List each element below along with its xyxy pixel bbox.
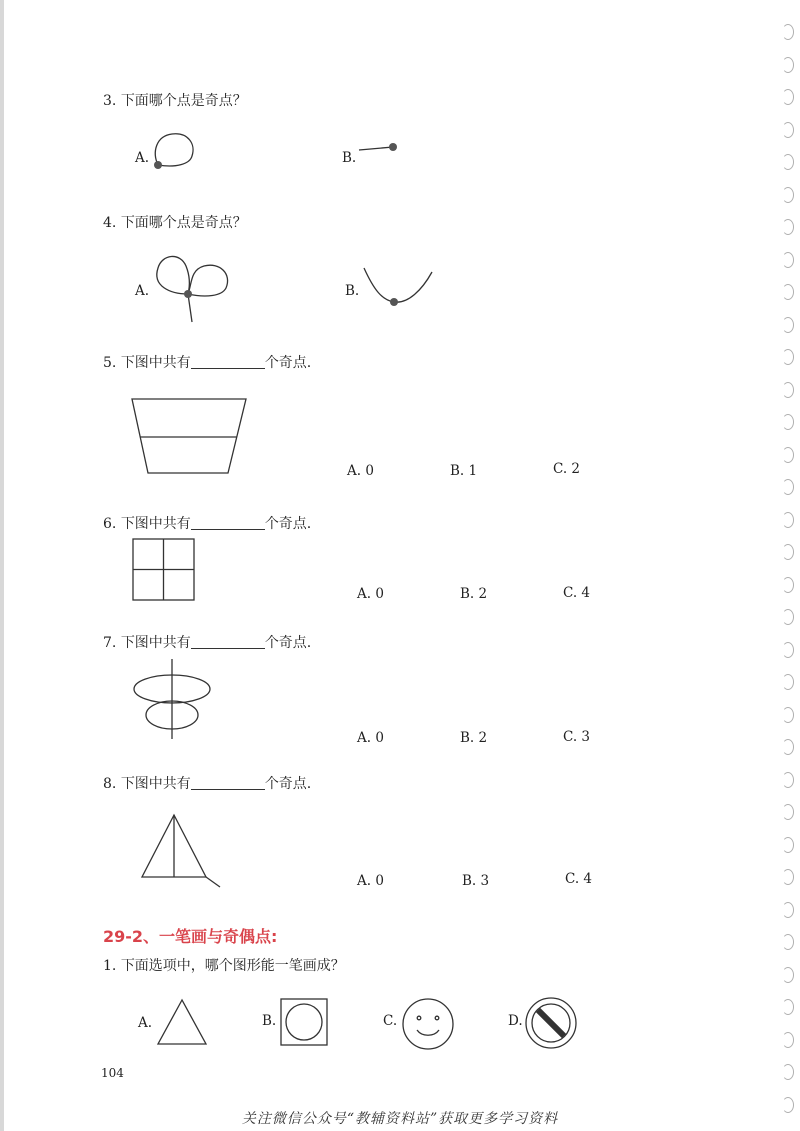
footer-note: 关注微信公众号“教辅资料站”获取更多学习资料 [241, 1111, 559, 1127]
page-number: 104 [101, 1066, 124, 1080]
answer-blank[interactable] [191, 368, 265, 369]
binding-rings [776, 0, 800, 1131]
binding-ring [782, 57, 794, 73]
option-a: A. 0 [347, 463, 374, 479]
option-d-label: D. [508, 1013, 523, 1029]
binding-ring [782, 317, 794, 333]
question-text: 下图中共有 [120, 635, 191, 651]
question-text: 下面哪个点是奇点？ [120, 93, 247, 109]
trapezoid-figure [128, 395, 253, 480]
option-c-label: C. [383, 1013, 398, 1029]
binding-ring [782, 447, 794, 463]
option-b-label: B. [345, 283, 360, 299]
option-a: A. 0 [357, 730, 384, 746]
question-text: 下图中共有 [120, 516, 191, 532]
two-ellipse-figure [130, 657, 215, 742]
prohibition-sign-figure [524, 996, 580, 1052]
marked-point [389, 143, 397, 151]
question-number: 5. [103, 355, 117, 371]
question-text-end: 个奇点. [264, 635, 312, 651]
binding-ring [782, 284, 794, 300]
question-number: 7. [103, 635, 117, 651]
question-number: 4. [103, 215, 117, 231]
binding-ring [782, 804, 794, 820]
circle-in-square-figure [279, 997, 331, 1049]
option-c: C. 3 [563, 729, 591, 745]
question-number: 8. [103, 776, 117, 792]
grid-square-figure [132, 538, 197, 603]
question-number: 3. [103, 93, 117, 109]
binding-ring [782, 934, 794, 950]
binding-ring [782, 544, 794, 560]
binding-ring [782, 1064, 794, 1080]
triangle-option-figure [156, 998, 211, 1048]
option-a-label: A. [135, 283, 150, 299]
answer-blank[interactable] [191, 789, 265, 790]
binding-ring [782, 154, 794, 170]
answer-blank[interactable] [191, 648, 265, 649]
binding-ring [782, 187, 794, 203]
option-b: B. 1 [450, 463, 478, 479]
binding-ring [782, 252, 794, 268]
marked-point [154, 161, 162, 169]
binding-ring [782, 479, 794, 495]
option-b: B. 2 [460, 586, 488, 602]
option-b-label: B. [342, 150, 357, 166]
question-5 [103, 352, 311, 372]
binding-ring [782, 349, 794, 365]
binding-ring [782, 512, 794, 528]
question-8 [103, 773, 311, 793]
question-text-end: 个奇点. [264, 776, 312, 792]
section-title: 29-2、一笔画与奇偶点: [103, 927, 278, 946]
segment-figure [355, 138, 405, 158]
option-a-label: A. [135, 150, 150, 166]
option-b: B. 3 [462, 873, 490, 889]
triangle-figure [140, 813, 225, 893]
answer-blank[interactable] [191, 529, 265, 530]
option-a: A. 0 [357, 873, 384, 889]
marked-point [390, 298, 398, 306]
option-c: C. 4 [565, 871, 593, 887]
question-text: 下面哪个点是奇点？ [120, 215, 247, 231]
double-loop-figure [150, 250, 240, 330]
option-c: C. 4 [563, 585, 591, 601]
binding-ring [782, 967, 794, 983]
loop-figure [150, 130, 200, 175]
question-6 [103, 513, 311, 533]
option-b-label: B. [262, 1013, 277, 1029]
binding-ring [782, 89, 794, 105]
smiley-face-figure [400, 996, 456, 1052]
binding-ring [782, 674, 794, 690]
question-3 [103, 90, 247, 110]
binding-ring [782, 772, 794, 788]
binding-ring [782, 642, 794, 658]
binding-ring [782, 837, 794, 853]
question-4 [103, 212, 247, 232]
question-text: 下面选项中，哪个图形能一笔画成？ [120, 958, 345, 974]
question-number: 6. [103, 516, 117, 532]
marked-point [184, 290, 192, 298]
curve-figure [360, 262, 440, 312]
option-a-label: A. [138, 1015, 153, 1031]
binding-ring [782, 1032, 794, 1048]
binding-ring [782, 219, 794, 235]
option-c: C. 2 [553, 461, 581, 477]
binding-ring [782, 999, 794, 1015]
question-number: 1. [103, 958, 117, 974]
binding-ring [782, 739, 794, 755]
question-7 [103, 632, 311, 652]
binding-ring [782, 869, 794, 885]
option-a: A. 0 [357, 586, 384, 602]
question-text: 下图中共有 [120, 776, 191, 792]
page-edge [0, 0, 4, 1131]
binding-ring [782, 609, 794, 625]
question-text-end: 个奇点. [264, 355, 312, 371]
binding-ring [782, 577, 794, 593]
binding-ring [782, 707, 794, 723]
binding-ring [782, 414, 794, 430]
option-b: B. 2 [460, 730, 488, 746]
binding-ring [782, 902, 794, 918]
question-text: 下图中共有 [120, 355, 191, 371]
binding-ring [782, 24, 794, 40]
section-question-1 [103, 955, 345, 975]
binding-ring [782, 122, 794, 138]
binding-ring [782, 382, 794, 398]
question-text-end: 个奇点. [264, 516, 312, 532]
